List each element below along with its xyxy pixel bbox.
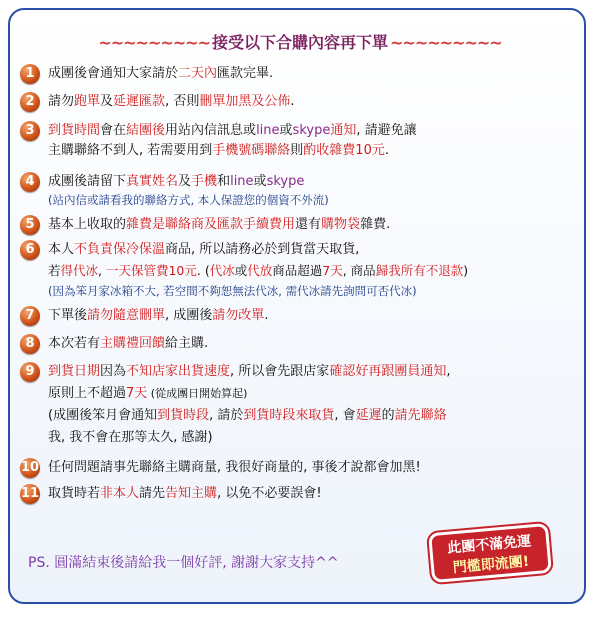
rule-text-line-2: 主購聯絡不到人, 若需要用到手機號碼聯絡則酌收雜費10元. — [48, 143, 389, 158]
number-badge: 2 — [20, 92, 40, 112]
rule-text: 下單後請勿隨意刪單, 成團後請勿改單. — [48, 308, 269, 323]
number-badge: 3 — [20, 121, 40, 141]
rule-text: 本人不負責保冷保溫商品, 所以請務必於到貨當天取貨, — [48, 242, 360, 257]
rule-text: 請勿跑單及延遲匯款, 否則刪單加黑及公佈. — [48, 94, 295, 109]
title-decoration-right: ~~~~~~~~~ — [390, 33, 502, 52]
notice-stamp — [428, 523, 552, 583]
rule-text-line-2: 原則上不超過7天 (從成團日開始算起) — [48, 386, 248, 401]
number-badge: 1 — [20, 64, 40, 84]
title-text: 接受以下合購內容再下單 — [211, 33, 388, 52]
stamp-line-1: 此團不滿免運 — [446, 533, 532, 557]
rule-text: 成團後會通知大家請於二天內匯款完畢. — [48, 66, 274, 81]
rule-text-line-2: 若得代冰, 一天保管費10元. (代冰或代放商品超過7天, 商品歸我所有不退款) — [48, 263, 469, 278]
rule-text: 取貨時若非本人請先告知主購, 以免不必要誤會! — [48, 486, 322, 501]
rule-text-line-4: 我, 我不會在那等太久, 感謝) — [48, 430, 213, 445]
number-badge: 6 — [20, 240, 40, 260]
rule-text: 到貨時間會在結團後用站內信訊息或line或skype通知, 請避免讓 — [48, 123, 417, 138]
number-badge: 8 — [20, 334, 40, 354]
rule-text-line-3: (成團後笨月會通知到貨時段, 請於到貨時段來取貨, 會延遲的請先聯絡 — [48, 408, 447, 423]
rule-note: (站內信或請看我的聯絡方式, 本人保證您的個資不外流) — [48, 193, 329, 207]
ps-note: PS. 圓滿結束後請給我一個好評, 謝謝大家支持^^ — [28, 555, 339, 571]
title-decoration-left: ~~~~~~~~~ — [98, 33, 210, 52]
rule-text: 任何問題請事先聯絡主購商量, 我很好商量的, 事後才說都會加黑! — [48, 460, 421, 475]
number-badge: 7 — [20, 306, 40, 326]
number-badge: 9 — [20, 362, 40, 382]
number-badge: 4 — [20, 172, 40, 192]
rule-text: 基本上收取的雜費是聯絡商及匯款手續費用還有購物袋雜費. — [48, 217, 391, 232]
rule-text: 成團後請留下真實姓名及手機和line或skype — [48, 174, 305, 189]
number-badge: 10 — [20, 458, 40, 478]
rule-note: (因為笨月家冰箱不大, 若空間不夠恕無法代冰, 需代冰請先詢問可否代冰) — [48, 284, 417, 298]
rule-text: 本次若有主購禮回饋給主購. — [48, 336, 209, 351]
rule-text: 到貨日期因為不知店家出貨速度, 所以會先跟店家確認好再跟團員通知, — [48, 364, 451, 379]
stamp-line-2: 門檻即流團! — [452, 553, 530, 577]
page-title — [0, 30, 600, 53]
number-badge: 5 — [20, 215, 40, 235]
number-badge: 11 — [20, 484, 40, 504]
